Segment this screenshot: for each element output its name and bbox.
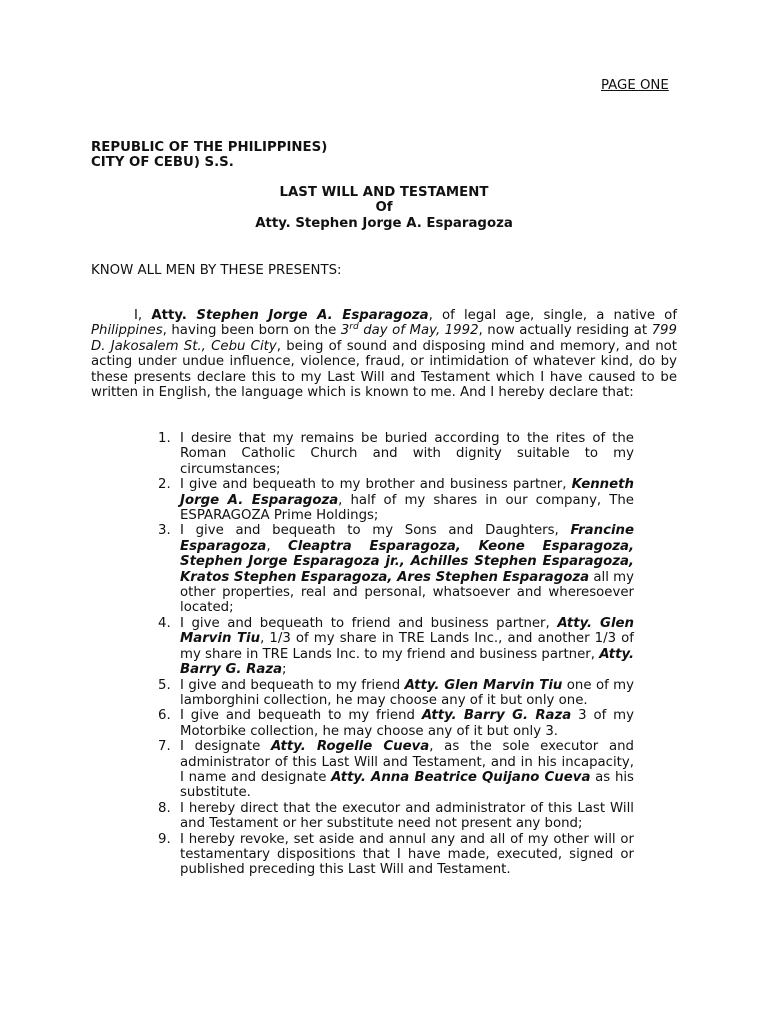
- title-line-3: Atty. Stephen Jorge A. Esparagoza: [255, 215, 513, 231]
- decl-birth-day: [341, 323, 479, 338]
- item-text: ,: [266, 538, 288, 554]
- venue-line-republic: REPUBLIC OF THE PHILIPPINES): [91, 140, 328, 155]
- title-line-1: LAST WILL AND TESTAMENT: [279, 185, 489, 200]
- item-substitute: Atty. Anna Beatrice Quijano Cueva: [331, 769, 591, 785]
- item-number: 9.: [158, 831, 171, 847]
- item-text: I designate: [180, 739, 271, 755]
- title-line-2: Of: [375, 200, 393, 216]
- item-beneficiary: Atty. Barry G. Raza: [180, 646, 634, 678]
- item-text: I give and bequeath to friend and business partner,: [180, 615, 558, 631]
- item-number: 2.: [158, 477, 171, 493]
- decl-text: , having been born on the: [162, 323, 341, 339]
- item-text: I give and bequeath to my friend: [180, 677, 405, 693]
- item-beneficiary: Atty. Barry G. Raza: [421, 708, 572, 724]
- decl-text: , being of sound and disposing mind and memory, and not acting under undue influence, violence, fraud, or intimidation of whatever kind, do by these presents declare this to my Last Will and Testament which I have caused to be written in English, the language which is known to me. And I hereby declare that:: [91, 338, 677, 401]
- item-text: I hereby direct that the executor and administrator of this Last Will and Testament or her substitute need not present any bond;: [180, 800, 634, 832]
- item-text: , as the sole executor and administrator of this Last Will and Testament, and in his incapacity, I name and designate: [180, 739, 634, 785]
- list-item: [158, 523, 635, 616]
- item-beneficiary: Kenneth Jorge A. Esparagoza: [180, 477, 634, 508]
- item-text: I give and bequeath to my Sons and Daughters,: [180, 523, 571, 539]
- item-text: I hereby revoke, set aside and annul any and all of my other will or testamentary dispositions that I have made, executed, signed or published preceding this Last Will and Testament.: [180, 831, 634, 878]
- list-item: [158, 800, 634, 832]
- document-title: [0, 185, 768, 231]
- item-text: 3 of my Motorbike collection, he may choose any of it but only 3.: [180, 708, 634, 739]
- item-number: 6.: [158, 708, 171, 724]
- item-text: , half of my shares in our company, The ESPARAGOZA Prime Holdings;: [180, 492, 634, 524]
- decl-testator-name: Stephen Jorge A. Esparagoza: [196, 308, 429, 323]
- venue-heading: [91, 140, 327, 171]
- venue-line-city: CITY OF CEBU) S.S.: [91, 155, 234, 171]
- page-number-label: PAGE ONE: [601, 78, 669, 93]
- item-text: ;: [282, 662, 287, 678]
- item-number: 4.: [158, 615, 171, 631]
- decl-text: , now actually residing at: [478, 323, 652, 339]
- bequest-list: [158, 431, 635, 878]
- decl-text: , of legal age, single, a native of: [428, 308, 677, 323]
- list-item: [158, 739, 634, 801]
- item-beneficiary: Atty. Glen Marvin Tiu: [404, 677, 563, 693]
- item-text: I give and bequeath to my friend: [180, 708, 422, 724]
- decl-text: I,: [134, 308, 152, 323]
- item-number: 3.: [158, 523, 171, 539]
- decl-day-number: 3: [340, 323, 350, 339]
- list-item: [158, 477, 634, 524]
- item-text: , 1/3 of my share in TRE Lands Inc., and another 1/3 of my share in TRE Lands Inc. to my friend and business partner,: [180, 631, 634, 662]
- item-beneficiary: Cleaptra Esparagoza, Keone Esparagoza, Stephen Jorge Esparagoza jr., Achilles Stephen Esparagoza, Kratos Stephen Esparagoza, Ares Stephen Esparagoza: [180, 538, 634, 585]
- item-beneficiary: Atty. Glen Marvin Tiu: [180, 615, 634, 647]
- item-beneficiary: Francine Esparagoza: [180, 523, 634, 554]
- item-text: as his substitute.: [180, 769, 634, 801]
- item-number: 5.: [158, 677, 171, 693]
- item-text: all my other properties, real and personal, whatsoever and wheresoever located;: [180, 569, 635, 616]
- decl-birth-date: day of May, 1992: [358, 323, 479, 339]
- decl-ordinal-suffix: rd: [349, 322, 359, 333]
- item-number: 8.: [158, 800, 171, 816]
- decl-address: 799 D. Jakosalem St., Cebu City: [91, 323, 677, 354]
- list-item: [158, 431, 634, 477]
- intro-line: KNOW ALL MEN BY THESE PRESENTS:: [91, 263, 342, 278]
- decl-country: Philippines: [91, 323, 163, 339]
- decl-atty: Atty.: [151, 308, 197, 323]
- item-executor: Atty. Rogelle Cueva: [270, 739, 430, 755]
- item-text: one of my lamborghini collection, he may choose any of it but only one.: [180, 677, 635, 708]
- list-item: [158, 708, 634, 739]
- item-number: 7.: [158, 739, 171, 755]
- list-item: [158, 831, 634, 878]
- declaration-paragraph: [91, 308, 677, 400]
- list-item: [158, 677, 635, 709]
- list-item: [158, 615, 634, 678]
- item-text: I give and bequeath to my brother and business partner,: [180, 477, 572, 493]
- item-number: 1.: [158, 431, 171, 446]
- item-text: I desire that my remains be buried according to the rites of the Roman Catholic Church and with dignity suitable to my circumstances;: [180, 431, 634, 477]
